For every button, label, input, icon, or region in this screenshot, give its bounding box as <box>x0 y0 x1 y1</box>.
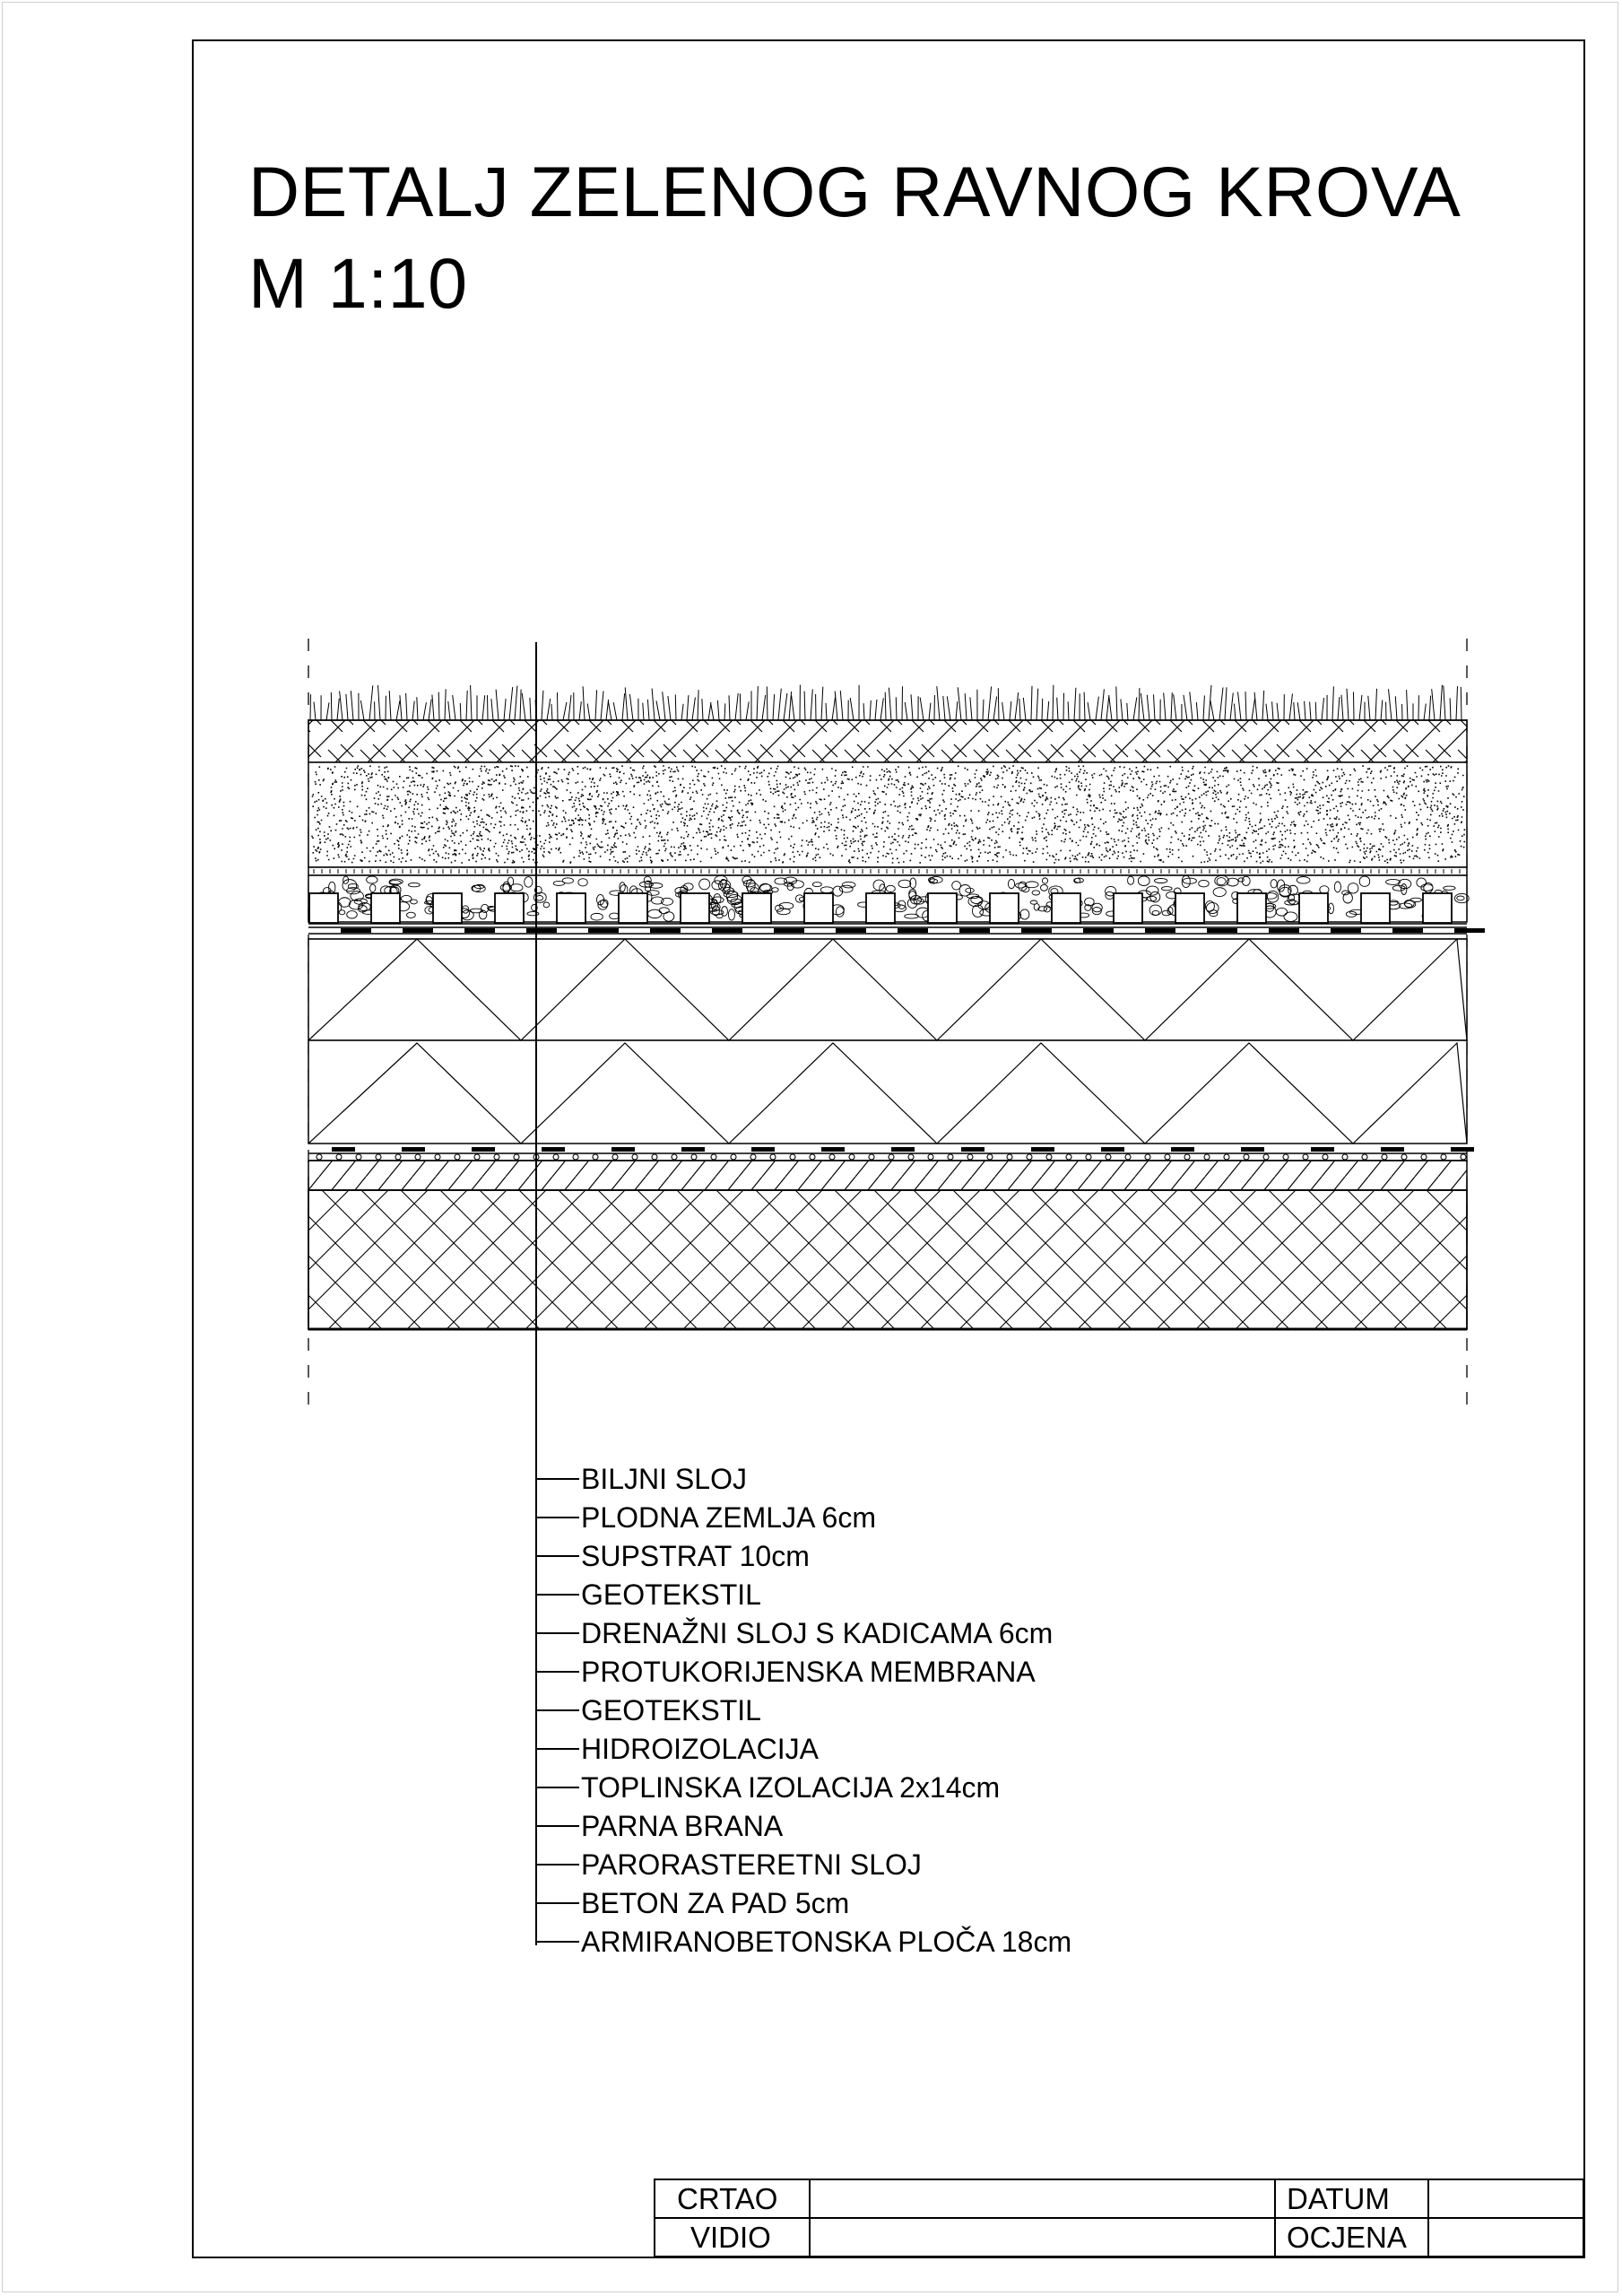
drainage-cup <box>495 893 524 923</box>
legend-item: PLODNA ZEMLJA 6cm <box>581 1501 876 1534</box>
drainage-cup-base <box>712 928 742 933</box>
drainage-cup-base <box>1269 928 1299 933</box>
drainage-cup-base <box>650 928 681 933</box>
drainage-cup <box>1114 893 1142 923</box>
legend-item: PROTUKORIJENSKA MEMBRANA <box>581 1656 1036 1688</box>
drainage-cup <box>309 893 338 923</box>
plant-layer <box>310 685 1462 720</box>
drainage-cup-base <box>341 928 371 933</box>
leader-ticks <box>536 1479 579 1942</box>
drawing-scale: M 1:10 <box>248 243 468 323</box>
drainage-cup-base <box>836 928 866 933</box>
legend-item: SUPSTRAT 10cm <box>581 1540 810 1572</box>
vapour-barrier-mark <box>332 1147 355 1152</box>
drainage-cup <box>1423 893 1452 923</box>
drainage-cup-base <box>1083 928 1114 933</box>
drainage-cup-base <box>464 928 495 933</box>
vapour-barrier-mark <box>1311 1147 1334 1152</box>
drainage-cup <box>1237 893 1266 923</box>
vapour-barrier-mark <box>1381 1147 1404 1152</box>
legend-item: HIDROIZOLACIJA <box>581 1733 819 1765</box>
drainage-cup-base <box>526 928 557 933</box>
drainage-cup <box>1052 893 1080 923</box>
geotextile-upper <box>308 867 1467 875</box>
drainage-cup-base <box>588 928 619 933</box>
layer-legend <box>581 1460 1071 1961</box>
vapour-barrier-mark <box>1451 1147 1474 1152</box>
drainage-cup <box>1175 893 1204 923</box>
vapour-barrier-mark <box>1241 1147 1264 1152</box>
drawn-by-label: CRTAO <box>677 2182 778 2215</box>
drawing-title: DETALJ ZELENOG RAVNOG KROVA <box>248 152 1462 231</box>
vapour-barrier-mark <box>1031 1147 1054 1152</box>
fertile-soil-layer <box>308 720 1467 762</box>
legend-item: BETON ZA PAD 5cm <box>581 1887 850 1919</box>
vapour-barrier-mark <box>961 1147 984 1152</box>
vapour-barrier-mark <box>472 1147 495 1152</box>
vapour-barrier-mark <box>751 1147 775 1152</box>
thermal-insulation-1 <box>308 939 1467 1040</box>
drainage-cup-base <box>1392 928 1423 933</box>
legend-item: PARORASTERETNI SLOJ <box>581 1848 922 1881</box>
legend-item: TOPLINSKA IZOLACIJA 2x14cm <box>581 1771 1001 1804</box>
drainage-cup <box>990 893 1019 923</box>
vapour-barrier-mark <box>612 1147 635 1152</box>
drainage-cup <box>1361 893 1390 923</box>
vapour-barrier-mark <box>402 1147 425 1152</box>
grade-label: OCJENA <box>1287 2221 1407 2254</box>
vapour-barrier-mark <box>681 1147 705 1152</box>
drainage-cup <box>1299 893 1328 923</box>
drainage-cup <box>804 893 833 923</box>
title-block <box>655 2179 1583 2257</box>
drainage-cup-base <box>898 928 928 933</box>
legend-item: PARNA BRANA <box>581 1810 784 1842</box>
drainage-cup-base <box>774 928 804 933</box>
thermal-insulation-2 <box>308 1040 1467 1144</box>
legend-item: ARMIRANOBETONSKA PLOČA 18cm <box>581 1926 1072 1958</box>
drainage-cup-base <box>1331 928 1361 933</box>
drainage-cup-base <box>1207 928 1237 933</box>
drainage-cup <box>433 893 462 923</box>
drainage-cup <box>742 893 771 923</box>
vapour-barrier-mark <box>1171 1147 1194 1152</box>
drainage-cup-base <box>1021 928 1052 933</box>
vapour-barrier-mark <box>1101 1147 1124 1152</box>
legend-item: BILJNI SLOJ <box>581 1463 747 1495</box>
legend-item: DRENAŽNI SLOJ S KADICAMA 6cm <box>581 1617 1054 1649</box>
pressure-release-layer <box>317 1154 1466 1160</box>
drainage-cup <box>866 893 895 923</box>
date-label: DATUM <box>1287 2182 1390 2215</box>
drainage-cup <box>681 893 709 923</box>
vapour-barrier-mark <box>891 1147 915 1152</box>
drainage-cup-base <box>403 928 433 933</box>
drainage-cup <box>371 893 400 923</box>
checked-by-label: VIDIO <box>690 2221 771 2254</box>
drainage-cup-base <box>959 928 990 933</box>
drainage-cup-base <box>1145 928 1175 933</box>
legend-item: GEOTEKSTIL <box>581 1694 761 1726</box>
legend-item: GEOTEKSTIL <box>581 1578 761 1611</box>
drainage-cup <box>557 893 585 923</box>
roof-layers <box>308 685 1485 1329</box>
rc-slab-layer <box>308 1190 1467 1329</box>
vapour-barrier-mark <box>821 1147 845 1152</box>
screed-layer <box>308 1161 1467 1190</box>
drainage-cup-base <box>1454 928 1485 933</box>
drainage-cup <box>619 893 647 923</box>
drainage-cup <box>928 893 957 923</box>
vapour-barrier-mark <box>542 1147 565 1152</box>
